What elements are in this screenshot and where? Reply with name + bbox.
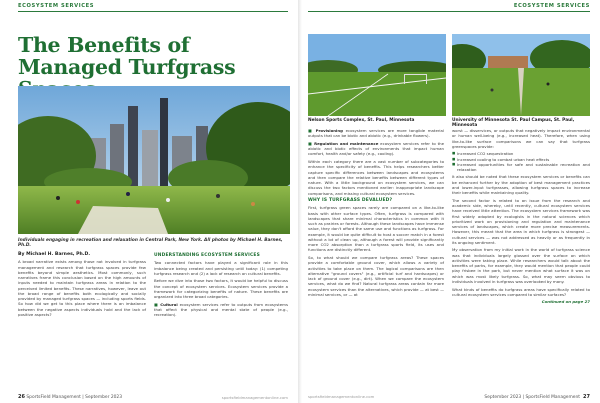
page-number: 27 bbox=[583, 394, 590, 400]
paragraph: Two connected factors have played a significant role in this imbalance being created and persisting until today: (1) competing turfgrass research and (2) a lack of research on cultural benefits. bbox=[154, 260, 288, 276]
paragraph: The second factor is related to an issue from the research and academic side, whereby, until recently, cultural ecosystem services have received little attention. The ecosystem services framework was first widely adopted by ecologists in the natural sciences which prioritized work on provisioning and regulation and maintenance services of landscapes, which create more precise measurements. However, this meant that the area in which turfgrass is strongest — cultural services — was not addressed as heavily or as frequently in its ongoing sentiment. bbox=[452, 197, 590, 245]
bullet-label: Regulation and maintenance bbox=[314, 140, 379, 146]
bullet-label: Provisioning bbox=[315, 128, 343, 133]
section-label: ECOSYSTEM SERVICES bbox=[513, 3, 590, 9]
nelson-sports-complex-photo bbox=[308, 34, 446, 116]
left-footer bbox=[18, 394, 288, 400]
page-number: 26 bbox=[18, 394, 25, 400]
paragraph: Before we dive into those two factors, it would be helpful to discuss the concept of ecosystem services. Ecosystem services provide a framework for categorizing benefits of nature. These benefits are organized into three broad categories. bbox=[154, 278, 288, 300]
continued-note: Continued on page 27 bbox=[541, 299, 590, 305]
left-page bbox=[0, 0, 296, 403]
subhead: WHY IS TURFGRASS DEVALUED? bbox=[308, 198, 393, 204]
square-bullet-icon: ■ bbox=[154, 301, 159, 307]
right-column-1 bbox=[308, 128, 444, 299]
central-park-photo bbox=[18, 86, 290, 234]
right-page bbox=[304, 0, 600, 403]
bullet-paragraph bbox=[308, 128, 444, 139]
left-column-1 bbox=[18, 252, 146, 319]
section-label: ECOSYSTEM SERVICES bbox=[18, 3, 95, 9]
paragraph: It also should be noted that these ecosystem services or benefits can be enhanced further by the adoption of best management practices and lower-input turfgrasses, allowing turfgrass spaces to increase their benefits while maintaining quality. bbox=[452, 174, 590, 196]
section-rule bbox=[18, 11, 288, 12]
bullet-text: ecosystem services are more tangible material outputs that can be biotic and abiotic (e.g., drinkable flowers). bbox=[308, 128, 444, 139]
website-url[interactable]: sportsfieldmanagementonline.com bbox=[221, 395, 288, 400]
right-footer bbox=[308, 394, 590, 400]
square-bullet-icon: ■ bbox=[308, 128, 314, 133]
bullet-text: ecosystem services refer to outputs from ecosystems that affect the physical and mental state of people (e.g., recreation). bbox=[154, 301, 288, 318]
publication-info: SportsField Management | September 2023 bbox=[26, 395, 123, 400]
umn-campus-photo bbox=[452, 34, 590, 116]
website-url[interactable]: sportsfieldmanagementonline.com bbox=[308, 394, 375, 399]
section-rule bbox=[308, 11, 590, 12]
right-column-2 bbox=[452, 128, 590, 305]
benefits-list bbox=[452, 151, 590, 172]
byline: By Michael H. Barnes, Ph.D. bbox=[18, 252, 91, 257]
paragraph: So, to what should we compare turfgrass areas? These spaces provide a comfortable ground cover, which allows a variety of activities to take place on them. The logical comparisons are then alternative "ground covers" (e.g., artificial turf and hardscapes) or lack of ground cover (e.g., dirt). When we compare the ecosystem services, what do we find? Natural turfgrass areas contain far more ecosystem services than the alternatives, which provide — at best — minimal services, or — at bbox=[308, 255, 444, 297]
list-item: ■ Increased CO2 sequestration bbox=[457, 151, 590, 156]
left-column-2 bbox=[154, 252, 288, 320]
paragraph: A broad narrative exists among those not involved in turfgrass management and research that turfgrass spaces provide few benefits beyond simple aesthetics. Most commonly, such narratives frame this conclusion based on the high amounts of inputs needed to maintain turfgrass areas in relation to the perceived limited benefits. These narratives, however, leave out the broad range of benefits both ecologically and socially provided by managed turfgrass spaces — including sports fields. So how did we get to this place where there is an imbalance between the negative aspects individuals hold and the lack of positive aspects? bbox=[18, 259, 146, 317]
paragraph: What kinds of benefits do turfgrass areas have specifically related to cultural ecosystem services compared to similar surfaces? bbox=[452, 286, 590, 297]
list-item: ■ Increased opportunities for safe and sustainable recreation and relaxation bbox=[457, 162, 590, 173]
photo-caption: Nelson Sports Complex, St. Paul, Minnesota bbox=[308, 118, 415, 123]
square-bullet-icon: ■ bbox=[308, 140, 313, 146]
bullet-text: ecosystem services refer to the abiotic and biotic effects of environments that impact human comfort, health and/or safety (e.g., cooling). bbox=[308, 140, 444, 157]
publication-info: September 2023 | SportsField Management bbox=[484, 395, 580, 400]
bullet-paragraph bbox=[308, 141, 444, 157]
article-title: The Benefits of Managed Turfgrass bbox=[18, 33, 236, 79]
subhead: UNDERSTANDING ECOSYSTEM SERVICES bbox=[154, 253, 260, 258]
photo-caption: University of Minnesota St. Paul Campus, St. Paul, Minnesota bbox=[452, 118, 575, 128]
paragraph: My observation from my initial work in the world of turfgrass science was that individuals largely glossed over the surface on which activities were taking place. While researchers would talk about the benefits of parks, for example, they would mention that people could play frisbee in the park, but never mention what surface it was on which was most likely turfgrass. So, what may seem obvious to individuals involved in turfgrass was overlooked by many. bbox=[452, 247, 590, 284]
paragraph: First, turfgrass green spaces rarely are compared on a like-to-like basis with other surface types. Often, turfgrass is compared with landscapes that share minimal characteristics in common with it such as prairies or forests. Although these landscapes have immense value, they don't afford the same use and functions as turfgrass. For example, it would be quite difficult to host a soccer match in a forest without a lot of clean up, although a forest will provide significantly more CO2 absorption than a turfgrass sports field, its uses and functions are distinctly different. bbox=[308, 205, 444, 253]
paragraph: Within each category there are a vast number of subcategories to enhance the specificity of benefits. This helps researchers better capture specific differences between landscapes and ecosystems and then compare the relative benefits between different types of nature. With a little background on ecosystem services, we can discuss the two factors mentioned earlier: inappropriate landscape comparisons, and missing cultural ecosystem services. bbox=[308, 159, 444, 196]
bullet-paragraph bbox=[154, 302, 288, 318]
list-item: ■ Increased cooling to combat urban heat effects bbox=[457, 157, 590, 162]
bullet-label: Cultural bbox=[160, 301, 178, 307]
photo-caption: Individuals engaging in recreation and relaxation in Central Park, New York. All photos by Michael H. Barnes, Ph.D. bbox=[18, 238, 283, 249]
paragraph: worst — disservices, or outputs that negatively impact environmental or human well-being (e.g., increased heat). Therefore, when using like-to-like surface comparisons we can say that turfgrass greenspaces provide: bbox=[452, 128, 590, 149]
page-gutter bbox=[298, 0, 302, 403]
